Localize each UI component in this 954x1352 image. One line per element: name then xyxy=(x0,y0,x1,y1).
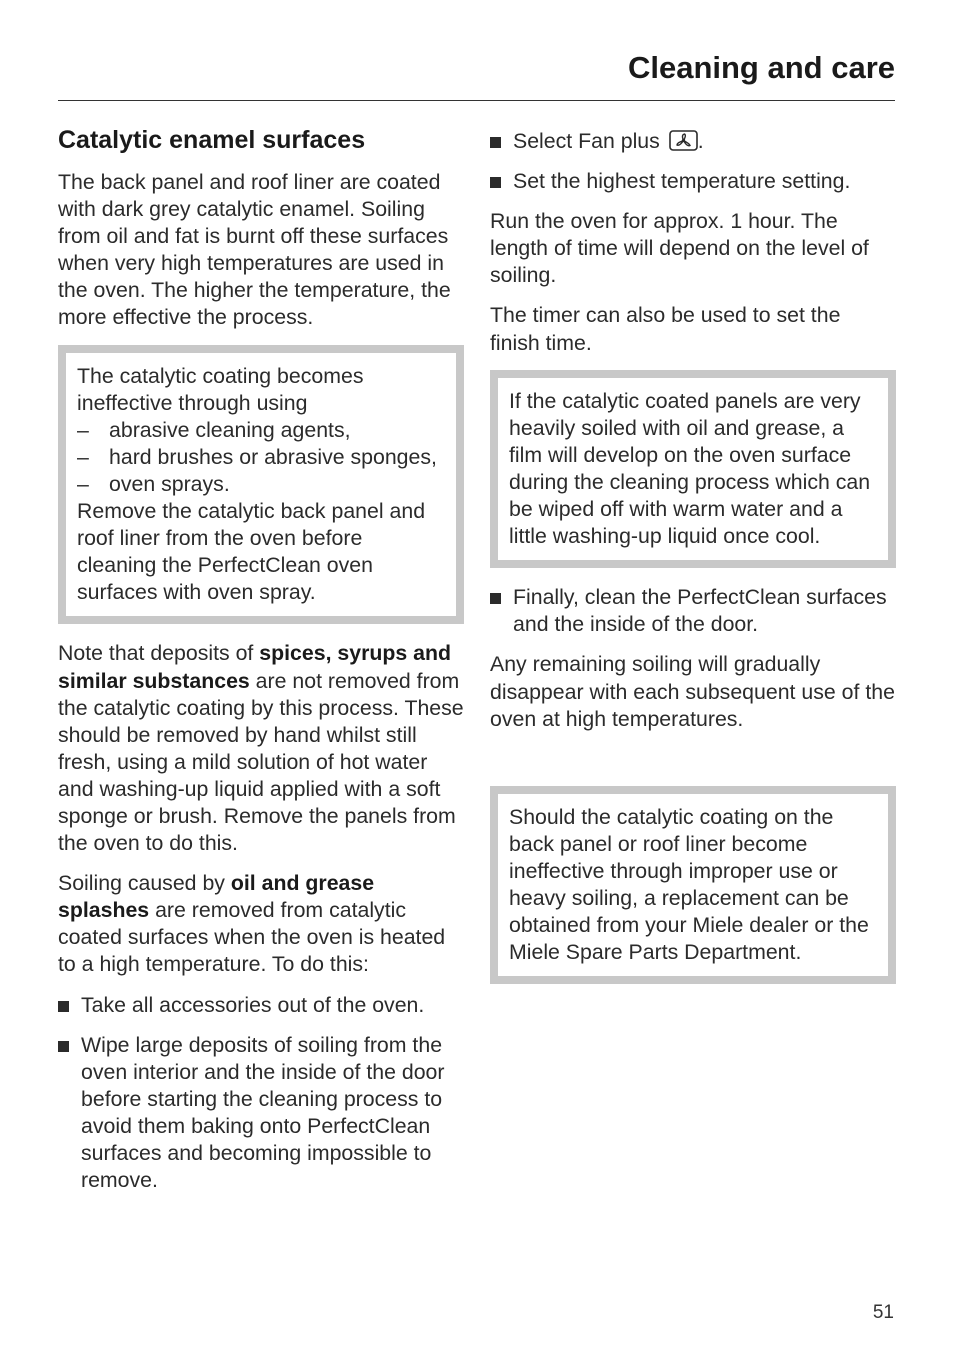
remaining-soiling-paragraph: Any remaining soiling will gradually disappear with each subsequent use of the oven at high temperatures. xyxy=(490,652,895,731)
note-text: Should the catalytic coating on the back panel or roof liner become ineffective through improper use or heavy soiling, a replacement can be obtained from your Miele dealer or the Miele Spare Parts Department. xyxy=(509,804,869,965)
step-text: Select Fan plus xyxy=(513,129,666,153)
timer-paragraph: The timer can also be used to set the finish time. xyxy=(490,303,841,355)
step-text-end: . xyxy=(697,129,704,153)
grease-paragraph xyxy=(58,870,464,978)
note-list-item-text: hard brushes or abrasive sponges, xyxy=(109,444,437,469)
page-title: Cleaning and care xyxy=(627,50,895,85)
fan-plus-icon xyxy=(669,130,698,151)
step-list-item xyxy=(490,584,896,638)
spices-paragraph xyxy=(58,640,464,857)
step-list-item xyxy=(58,1032,464,1195)
note-text: If the catalytic coated panels are very heavily soiled with oil and grease, a film will develop on the oven surface during the cleaning process which can be wiped off with warm water and a little washing-up liquid once cool. xyxy=(509,388,871,549)
square-bullet-icon xyxy=(490,177,501,188)
square-bullet-icon xyxy=(58,1001,69,1012)
page-number: 51 xyxy=(872,1302,894,1323)
duration-paragraph: Run the oven for approx. 1 hour. The length of time will depend on the level of soiling. xyxy=(490,209,869,288)
note-lead-text: The catalytic coating becomes ineffective through using xyxy=(77,363,364,415)
header-divider xyxy=(58,100,895,101)
left-column xyxy=(58,124,464,1207)
step-text: Wipe large deposits of soiling from the oven interior and the inside of the door before starting the cleaning process to avoid them baking onto PerfectClean surfaces and becoming impossible to remove. xyxy=(81,1032,445,1193)
square-bullet-icon xyxy=(490,593,501,604)
section-heading: Catalytic enamel surfaces xyxy=(58,126,366,154)
step-text: Finally, clean the PerfectClean surfaces and the inside of the door. xyxy=(513,585,887,637)
text-run: Soiling caused by xyxy=(58,871,231,896)
info-note-box xyxy=(490,370,896,569)
square-bullet-icon xyxy=(58,1041,69,1052)
step-text: Set the highest temperature setting. xyxy=(513,169,851,194)
bold-text-run: spices, syrups and similar substances xyxy=(58,641,452,693)
square-bullet-icon xyxy=(490,137,501,148)
step-text: Take all accessories out of the oven. xyxy=(81,992,425,1017)
warning-note-box xyxy=(58,345,464,625)
text-run: are not removed from the catalytic coating by this process. These should be removed by hand whilst still fresh, using a mild solution of hot water and washing-up liquid applied with a soft sponge or brush. Remove the panels from the oven to do this. xyxy=(58,668,464,856)
right-column xyxy=(490,128,896,1000)
note-list-item-text: oven sprays. xyxy=(109,471,230,496)
bold-text-run: oil and grease splashes xyxy=(58,871,375,923)
step-list-item xyxy=(58,992,464,1019)
text-run: are removed from catalytic coated surfaces when the oven is heated to a high temperature. To do this: xyxy=(58,898,446,977)
dash-marker: – xyxy=(77,417,89,442)
note-list-item xyxy=(77,471,445,498)
dash-marker: – xyxy=(77,444,89,469)
replacement-note-box xyxy=(490,786,896,985)
spacer xyxy=(490,746,896,786)
intro-paragraph: The back panel and roof liner are coated with dark grey catalytic enamel. Soiling from oil and fat is burnt off these surfaces when very high temperatures are used in the oven. The higher the temperature, the more effective the process. xyxy=(58,170,451,330)
note-list-item-text: abrasive cleaning agents, xyxy=(109,417,351,442)
note-after-text: Remove the catalytic back panel and roof liner from the oven before cleaning the PerfectClean oven surfaces with oven spray. xyxy=(77,499,426,605)
step-list-item xyxy=(490,168,896,195)
step-list-item xyxy=(490,128,896,155)
note-list-item xyxy=(77,444,445,471)
dash-marker: – xyxy=(77,471,89,496)
text-run: Note that deposits of xyxy=(58,641,260,666)
note-list-item xyxy=(77,417,445,444)
